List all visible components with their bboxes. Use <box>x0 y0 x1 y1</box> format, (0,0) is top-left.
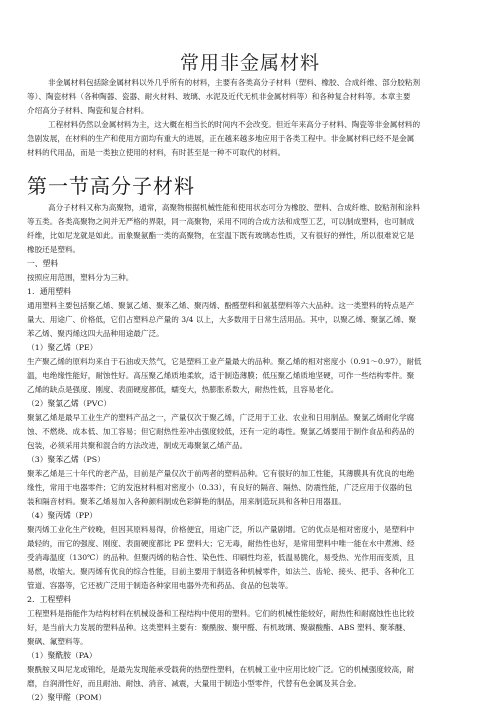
item-heading: （2）聚甲醛（POM） <box>27 693 107 702</box>
section-paragraph-line: 橡胶还是塑料。 <box>27 245 81 254</box>
item-heading: （2）聚氯乙烯（PVC） <box>27 399 112 408</box>
intro-line: 等）、陶瓷材料（各种陶器、瓷器、耐火材料、玻璃、水泥及近代无机非金属材料等）和各种复合材料等。本章主要 <box>27 92 411 101</box>
item-heading: （1）聚乙烯（PE） <box>27 343 98 352</box>
intro-line: 急剧发展，在材料的生产和使用方面均有重大的进展，正在越来越多地应用于各类工程中。非金属材料已经不是金属 <box>27 134 415 143</box>
intro-line: 非金属材料包括除金属材料以外几乎所有的材料，主要有各类高分子材料（塑料、橡胶、合成纤维、部分胶粘剂 <box>48 78 421 87</box>
item-heading: （3）聚苯乙烯（PS） <box>27 455 105 464</box>
paragraph-line: 包装，必须采用共聚和混合的方法改进，制成无毒聚氯乙烯产品。 <box>27 441 248 450</box>
paragraph-line: 聚苯乙烯是三十年代的老产品，目前是产量仅次于前两者的塑料品种。它有很好的加工性能，其薄膜具有优良的电绝 <box>27 469 415 478</box>
item-heading: （4）聚丙烯（PP） <box>27 511 98 520</box>
intro-line: 材料的代用品，而是一类独立使用的材料，有时甚至是一种不可取代的材料。 <box>27 148 286 157</box>
section-paragraph-line: 高分子材料又称为高聚物，通常，高聚物根据机械性能和使用状态可分为橡胶、塑料、合成纤维、胶粘剂和涂料 <box>48 203 421 212</box>
paragraph-line: 受消毒温度（130℃）的品种。但聚丙烯的粘合性、染色性、印刷性均差，低温易脆化，易受热、光作用而变质，且 <box>27 553 415 562</box>
intro-line: 介绍高分子材料、陶瓷和复合材料。 <box>27 106 149 115</box>
paragraph-line: 生产聚乙烯的原料均来自于石油或天然气，它是塑料工业产量最大的品种。聚乙烯的相对密度小（0.91～0.97），耐低 <box>27 357 422 366</box>
paragraph-line: 好，是当前大力发展的塑料品种。这类塑料主要有：聚酰胺、聚甲醛、有机玻璃、聚碳酸酯、ABS 塑料、聚苯醚、 <box>27 623 411 632</box>
paragraph-line: 蚀、不燃烧、成本低、加工容易；但它耐热性差冲击强度较低，还有一定的毒性。聚氯乙烯要用于制作食品和药品的 <box>27 427 415 436</box>
section-paragraph-line: 纤维，比如尼龙就是如此。而象聚氨酯一类的高聚物，在室温下既有玻璃态性质，又有很好的弹性，所以很难说它是 <box>27 231 415 240</box>
item-heading: （1）聚酰胺（PA） <box>27 651 97 660</box>
paragraph-line: 装和隔音材料。聚苯乙烯易加入各种颜料制成色彩鲜艳的制品，用来制造玩具和各种日用器皿。 <box>27 497 346 506</box>
subsection-heading: 1．通用塑料 <box>27 287 71 296</box>
paragraph-line: 苯乙烯、聚丙烯这四大品种用途最广泛。 <box>27 329 164 338</box>
paragraph-line: 缘性，常用于电器零件；它的发泡材料相对密度小（0.33），有良好的隔音、隔热、防震性能，广泛应用于仪器的包 <box>27 483 413 492</box>
subsection-heading: 2．工程塑料 <box>27 595 71 604</box>
paragraph-line: 通用塑料主要包括聚乙烯、聚氯乙烯、聚苯乙烯、聚丙烯、酚醛塑料和氨基塑料等六大品种。这一类塑料的特点是产 <box>27 301 415 310</box>
paragraph-line: 聚丙烯工业化生产较晚，但因其原料易得，价格便宜，用途广泛，所以产量剧增。它的优点是相对密度小，是塑料中 <box>27 525 415 534</box>
paragraph-line: 聚砜、氟塑料等。 <box>27 637 88 646</box>
subsection-desc: 按照应用范围，塑料分为三种。 <box>27 273 134 282</box>
document-title: 常用非金属材料 <box>179 52 320 74</box>
intro-line: 工程材料仍然以金属材料为主，这大概在相当长的时间内不会改变。但近年来高分子材料、陶瓷等非金属材料的 <box>48 120 421 129</box>
section-paragraph-line: 等五类。各类高聚物之间并无严格的界限，同一高聚物，采用不同的合成方法和成型工艺，可以制成塑料，也可制成 <box>27 217 415 226</box>
paragraph-line: 聚酰胺又叫尼龙或锦纶，是最先发现能承受载荷的热塑性塑料，在机械工业中应用比较广泛。它的机械强度较高，耐 <box>27 665 415 674</box>
paragraph-line: 管道、容器等，它还被广泛用于制造各种家用电器外壳和药品、食品的包装等。 <box>27 581 293 590</box>
subsection-heading: 一、塑料 <box>27 259 59 268</box>
paragraph-line: 量大、用途广、价格低，它们占塑料总产量的 3/4 以上，大多数用于日常生活用品。其中，以聚乙烯、聚氯乙烯、聚 <box>27 315 417 324</box>
paragraph-line: 聚氯乙烯是最早工业生产的塑料产品之一，产量仅次于聚乙烯，广泛用于工业、农业和日用制品。聚氯乙烯耐化学腐 <box>27 413 415 422</box>
paragraph-line: 易燃，收缩大。聚丙烯有优良的综合性能，目前主要用于制造各种机械零件，如法兰、齿轮、接头、把手、各种化工 <box>27 567 415 576</box>
paragraph-line: 磨，自润滑性好，而且耐油、耐蚀、消音、减震，大量用于制造小型零件，代替有色金属及其合金。 <box>27 679 362 688</box>
section-heading: 第一节高分子材料 <box>27 174 195 198</box>
paragraph-line: 工程塑料是指能作为结构材料在机械设备和工程结构中使用的塑料。它们的机械性能较好，耐热性和耐腐蚀性也比较 <box>27 609 415 618</box>
paragraph-line: 温，电绝缘性能好，耐蚀性好。高压聚乙烯质地柔软，适于制造薄膜；低压聚乙烯质地坚硬，可作一些结构零件。聚 <box>27 371 415 380</box>
paragraph-line: 乙烯的缺点是强度、刚度、表面硬度都低，蠕变大，热膨胀系数大，耐热性低，且容易老化。 <box>27 385 339 394</box>
paragraph-line: 最轻的，而它的强度、刚度、表面硬度都比 PE 塑料大；它无毒，耐热性也好，是常用塑料中唯一能在水中煮沸、经 <box>27 539 415 548</box>
